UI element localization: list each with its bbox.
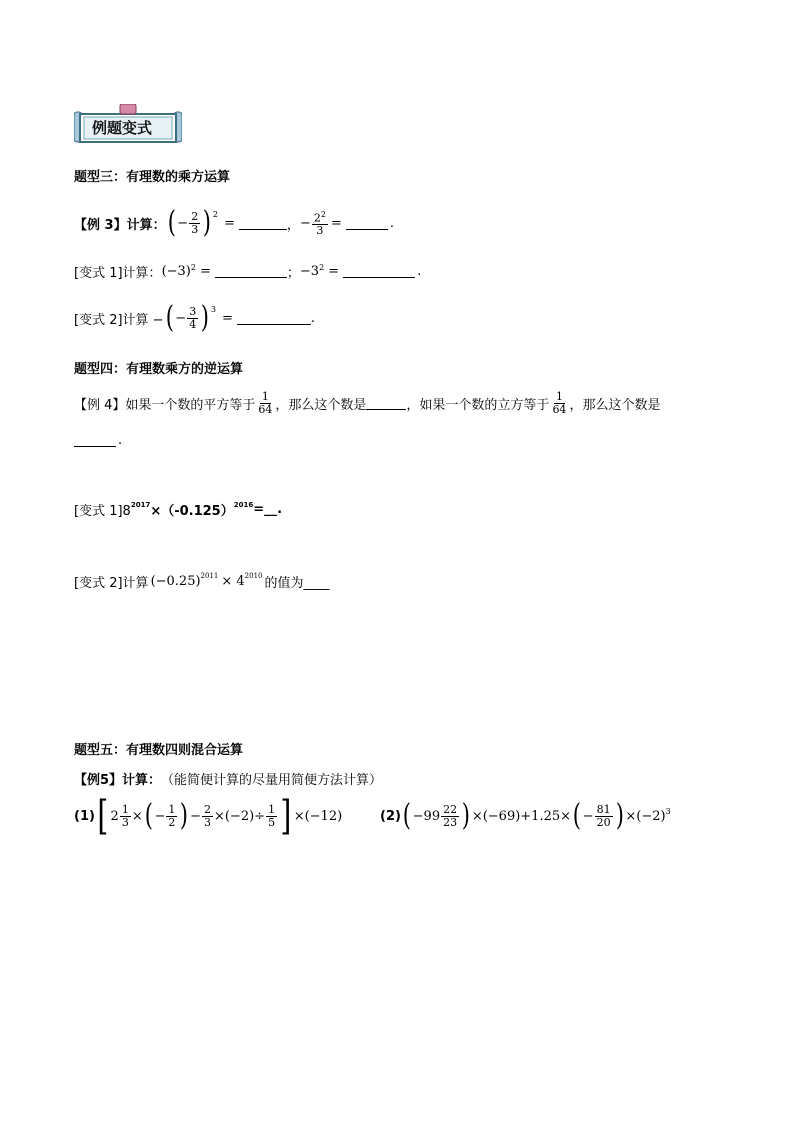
- answer-blank[interactable]: [74, 434, 116, 447]
- variant-4-2: [变式 2]计算 (−0.25) $^{2011}$ × 4 $^{2010}$ 的值为____: [74, 572, 330, 591]
- answer-blank[interactable]: [239, 217, 287, 230]
- fraction: $\frac{22}{23}$: [443, 802, 458, 829]
- banner-label: 例题变式: [92, 119, 153, 137]
- variant-2-prefix: [变式 2]计算 −: [74, 312, 164, 328]
- section-5-title: 题型五：有理数四则混合运算: [74, 743, 244, 758]
- answer-blank[interactable]: [346, 217, 388, 230]
- fraction: $\frac{3}{4}$: [189, 304, 197, 331]
- fraction: $\frac{1}{64}$: [552, 389, 567, 416]
- section-4-title: 题型四：有理数乘方的逆运算: [74, 362, 244, 377]
- answer-blank[interactable]: [237, 312, 311, 325]
- fraction: $\frac{2^2}{3}$: [313, 209, 326, 238]
- answer-blank[interactable]: [215, 265, 287, 278]
- fraction: $\frac{1}{5}$: [268, 802, 276, 829]
- fraction: $\frac{1}{64}$: [258, 389, 273, 416]
- fraction: $\frac{1}{3}$: [121, 802, 129, 829]
- answer-blank[interactable]: [366, 397, 406, 410]
- fraction: $\frac{81}{20}$: [596, 802, 611, 829]
- example-5: 【例5】计算： （能简便计算的尽量用简便方法计算）: [74, 772, 383, 788]
- variant-1: [变式 1]计算： (−3) $^2$ = ； −3 $^2$ = .: [74, 262, 422, 281]
- section-banner: [74, 104, 182, 146]
- example-4-line-2: .: [74, 432, 122, 448]
- variant-2: [变式 2]计算 − ( − $\frac{3}{4}$ ) $^3$ = .: [74, 300, 316, 335]
- section-3-title: 题型三：有理数的乘方运算: [74, 170, 231, 185]
- example-3-prefix: 【例 3】计算：: [74, 217, 166, 233]
- fraction: $\frac{2}{3}$: [203, 802, 211, 829]
- answer-blank[interactable]: [343, 265, 415, 278]
- example-4-text-1: 【例 4】如果一个数的平方等于: [74, 397, 256, 413]
- example-3: 【例 3】计算： ( − $\frac{2}{3}$ ) $^2$ = ， − $\frac{2^2}{3}$ = .: [74, 205, 394, 240]
- variant-4-1: [变式 1]8 $^{2017}$ ×（-0.125） $^{2016}$ =__.: [74, 501, 283, 519]
- problem-2: (2) ( −99 $\frac{22}{23}$ ) ×(−69)+1.25× ( − $\frac{81}{20}$ ) ×(−2) $^3$: [380, 798, 671, 833]
- variant-1-prefix: [变式 1]计算：: [74, 265, 162, 281]
- problem-1: (1) [ 2 $\frac{1}{3}$ × ( − $\frac{1}{2}$ ) − $\frac{2}{3}$ ×(−2)÷ $\frac{1}{5}$ ] ×(−12): [74, 793, 343, 839]
- example-4: 【例 4】如果一个数的平方等于 $\frac{1}{64}$ ，那么这个数是 ，如果一个数的立方等于 $\frac{1}{64}$ ，那么这个数是: [74, 389, 661, 416]
- fraction: $\frac{1}{2}$: [168, 802, 176, 829]
- fraction: $\frac{2}{3}$: [191, 209, 199, 236]
